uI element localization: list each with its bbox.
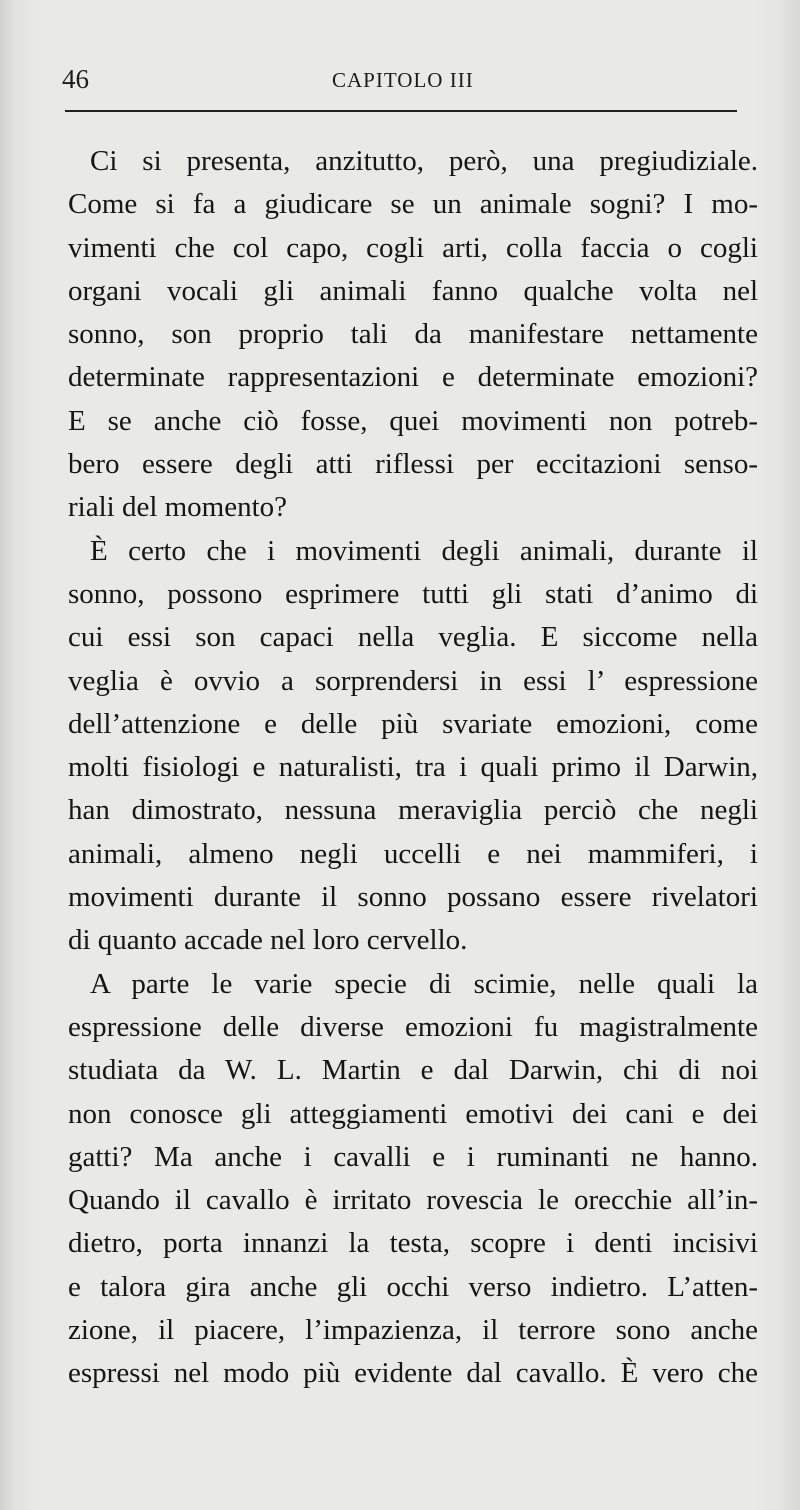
- text-line: È certo che i movimenti degli animali, durante il: [90, 534, 758, 567]
- text-line: han dimostrato, nessuna meraviglia perciò che negli: [68, 794, 758, 827]
- text-line: cui essi son capaci nella veglia. E siccome nella: [68, 621, 758, 654]
- text-line: riali del momento?: [68, 491, 288, 524]
- text-line: Ci si presenta, anzitutto, però, una pregiudiziale.: [90, 145, 758, 177]
- text-line: sonno, son proprio tali da manifestare nettamente: [68, 318, 758, 351]
- text-line: zione, il piacere, l’impazienza, il terrore sono anche: [68, 1314, 758, 1347]
- text-line: espressi nel modo più evidente dal cavallo. È vero che: [68, 1357, 758, 1390]
- text-line: bero essere degli atti riflessi per eccitazioni senso-: [68, 448, 758, 481]
- text-line: Quando il cavallo è irritato rovescia le orecchie all’in-: [68, 1184, 758, 1217]
- text-line: organi vocali gli animali fanno qualche volta nel: [68, 274, 758, 307]
- text-line: e talora gira anche gli occhi verso indietro. L’atten-: [68, 1270, 758, 1303]
- text-line: gatti? Ma anche i cavalli e i ruminanti ne hanno.: [68, 1140, 758, 1173]
- text-line: animali, almeno negli uccelli e nei mammiferi, i: [68, 837, 758, 870]
- text-line: dietro, porta innanzi la testa, scopre i denti incisivi: [68, 1227, 758, 1260]
- text-line: molti fisiologi e naturalisti, tra i quali primo il Darwin,: [68, 751, 758, 784]
- text-line: determinate rappresentazioni e determinate emozioni?: [68, 361, 758, 394]
- text-line: A parte le varie specie di scimie, nelle quali la: [90, 967, 758, 1000]
- text-line: movimenti durante il sonno possano essere rivelatori: [68, 881, 758, 914]
- text-line: veglia è ovvio a sorprendersi in essi l’ espressione: [68, 664, 758, 697]
- page-header: [62, 62, 752, 102]
- text-line: vimenti che col capo, cogli arti, colla faccia o cogli: [68, 231, 758, 264]
- page-number: 46: [62, 64, 89, 94]
- running-head: CAPITOLO III: [332, 68, 474, 92]
- text-line: sonno, possono esprimere tutti gli stati d’animo di: [68, 577, 758, 610]
- text-line: Come si fa a giudicare se un animale sogni? I mo-: [68, 188, 758, 221]
- text-line: E se anche ciò fosse, quei movimenti non potreb-: [68, 404, 758, 437]
- body-text: [68, 140, 758, 1396]
- text-line: dell’attenzione e delle più svariate emozioni, come: [68, 707, 758, 740]
- text-line: espressione delle diverse emozioni fu magistralmente: [68, 1010, 758, 1043]
- text-line: di quanto accade nel loro cervello.: [68, 924, 468, 957]
- text-line: studiata da W. L. Martin e dal Darwin, chi di noi: [68, 1054, 758, 1087]
- header-rule: [65, 110, 737, 112]
- text-line: non conosce gli atteggiamenti emotivi dei cani e dei: [68, 1097, 758, 1130]
